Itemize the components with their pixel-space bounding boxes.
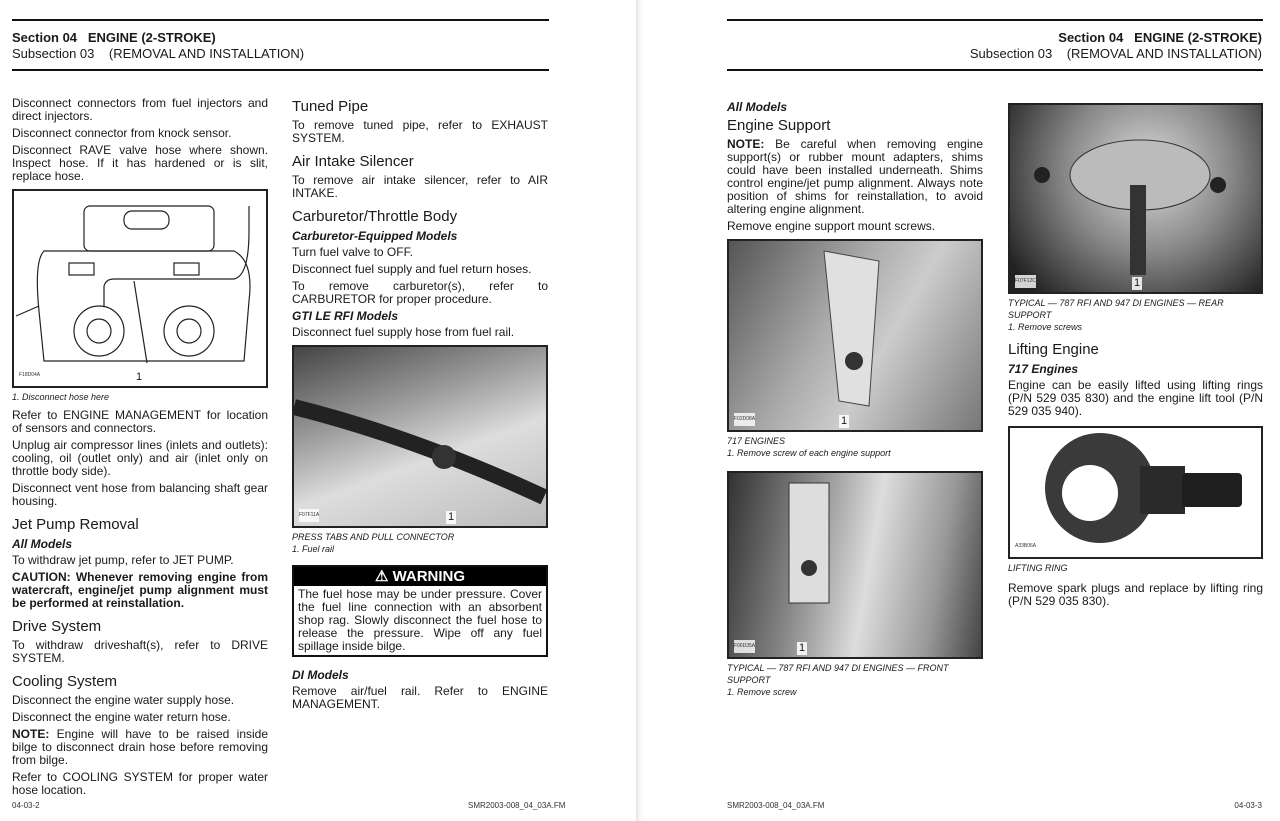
figure-legend: 1. Remove screw of each engine support (727, 448, 891, 458)
warning-triangle-icon: ⚠ (374, 568, 389, 585)
figure-lifting-ring-photo (1008, 426, 1263, 559)
paragraph: To withdraw jet pump, refer to JET PUMP. (12, 553, 234, 567)
paragraph: Disconnect vent hose from balancing shaft gear housing. (12, 481, 268, 508)
paragraph: To withdraw driveshaft(s), refer to DRIVE SYSTEM. (12, 638, 268, 665)
header-rule-bottom (12, 69, 549, 71)
page-gutter (636, 0, 645, 821)
warning-box (292, 565, 548, 657)
callout-number: 1 (841, 415, 848, 427)
figure-fuel-rail-photo (292, 345, 548, 528)
section-label: Section 04 (1058, 30, 1124, 45)
subsection-title: (REMOVAL AND INSTALLATION) (108, 46, 305, 61)
callout-number: 1 (448, 511, 455, 523)
header-rule-top (12, 19, 549, 21)
paragraph: Remove spark plugs and replace by lifting ring (P/N 529 035 830). (1008, 581, 1263, 608)
subsection-label: Subsection 03 (969, 46, 1053, 61)
figure-legend: 1. Remove screws (1008, 322, 1083, 332)
paragraph: Disconnect fuel supply and fuel return hoses. (292, 262, 532, 276)
subheading: Carburetor-Equipped Models (292, 229, 458, 243)
figure-legend: 1. Fuel rail (292, 544, 335, 554)
paragraph: Unplug air compressor lines (inlets and outlets): cooling, oil (outlet only) and air (inlet only on throttle body side). (12, 438, 268, 478)
figure-title: PRESS TABS AND PULL CONNECTOR (292, 532, 455, 542)
figure-code: F07F12C (1015, 275, 1036, 288)
paragraph: Disconnect fuel supply hose from fuel rail. (292, 325, 515, 339)
heading-carburetor: Carburetor/Throttle Body (292, 208, 458, 225)
note-text: Be careful when removing engine support(s) or rubber mount adapters, shims could have been installed underneath. Shims control engine/jet pump alignment. Always note position of shims for reinstallation, to avoid altering engine alignment. (727, 137, 983, 216)
callout-number: 1 (136, 371, 143, 383)
callout-number: 1 (799, 642, 806, 654)
note-text: Engine will have to be raised inside bilge to disconnect drain hose before removing from bilge. (12, 727, 268, 767)
caution (12, 571, 268, 610)
file-name: SMR2003-008_04_03A.FM (468, 801, 566, 810)
paragraph: Disconnect connectors from fuel injectors and direct injectors. (12, 96, 268, 123)
file-name: SMR2003-008_04_03A.FM (727, 801, 825, 810)
right-column-1 (727, 97, 983, 698)
engine-line-drawing (14, 191, 266, 386)
subheading: GTI LE RFI Models (292, 309, 399, 323)
heading-tuned-pipe: Tuned Pipe (292, 98, 369, 115)
caution-label: CAUTION: (12, 570, 71, 584)
right-column-2 (1008, 97, 1263, 612)
figure-rear-support-photo (1008, 103, 1263, 294)
section-title: ENGINE (2-STROKE) (87, 30, 216, 45)
heading-cooling-system: Cooling System (12, 673, 118, 690)
figure-legend: 1. Remove screw (727, 687, 797, 697)
figure-engine-support-photo (727, 239, 983, 432)
subheading: DI Models (292, 668, 349, 682)
heading-jet-pump-removal: Jet Pump Removal (12, 516, 139, 533)
paragraph: To remove air intake silencer, refer to AIR INTAKE. (292, 173, 548, 200)
note (727, 138, 983, 216)
note-label: NOTE: (12, 727, 50, 741)
left-column-2 (292, 90, 548, 715)
section-title: ENGINE (2-STROKE) (1134, 30, 1262, 45)
section-label: Section 04 (12, 30, 78, 45)
figure-engine-drawing (12, 189, 268, 388)
paragraph: To remove tuned pipe, refer to EXHAUST SYSTEM. (292, 118, 548, 145)
caution-text: Whenever removing engine from watercraft, engine/jet pump alignment must be performed at reinstallation. (12, 570, 268, 610)
callout-number: 1 (1134, 277, 1141, 289)
figure-code: A33B06A (1015, 540, 1036, 553)
paragraph: Disconnect the engine water return hose. (12, 710, 231, 724)
figure-code: F02D08A (734, 413, 755, 426)
rear-support-illustration (1010, 105, 1261, 292)
right-header (970, 30, 1262, 62)
paragraph: Disconnect the engine water supply hose. (12, 693, 235, 707)
note-label: NOTE: (727, 137, 765, 151)
figure-title: TYPICAL — 787 RFI AND 947 DI ENGINES — REAR SUPPORT (1008, 298, 1224, 320)
paragraph: Remove air/fuel rail. Refer to ENGINE MANAGEMENT. (292, 684, 548, 711)
paragraph: To remove carburetor(s), refer to CARBURETOR for proper procedure. (292, 279, 548, 306)
figure-front-support-photo (727, 471, 983, 659)
figure-title: LIFTING RING (1008, 563, 1068, 573)
subsection-title: (REMOVAL AND INSTALLATION) (1066, 46, 1262, 61)
header-rule-top (727, 19, 1263, 21)
figure-title: TYPICAL — 787 RFI AND 947 DI ENGINES — FRONT SUPPORT (727, 663, 949, 685)
left-column-1 (12, 97, 268, 801)
warning-title: WARNING (392, 568, 466, 585)
page-number: 04-03-3 (1234, 801, 1262, 810)
left-header (12, 30, 304, 62)
lifting-ring-illustration (1010, 428, 1261, 557)
paragraph: Turn fuel valve to OFF. (292, 245, 413, 259)
fuel-hose-illustration (294, 347, 546, 527)
front-support-illustration (729, 473, 981, 658)
engine-support-illustration (729, 241, 981, 431)
figure-code: F06D35A (734, 640, 755, 653)
figure-code: F07F11A (299, 509, 319, 522)
warning-text: The fuel hose may be under pressure. Cover the fuel line connection with an absorbent shop rag. Slowly disconnect the fuel hose to release the pressure. Wipe off any fuel spillage inside bilge. (298, 587, 542, 653)
note (12, 728, 268, 767)
paragraph: Refer to COOLING SYSTEM for proper water hose location. (12, 770, 268, 797)
warning-header (294, 567, 546, 586)
heading-air-intake-silencer: Air Intake Silencer (292, 153, 414, 170)
subheading: 717 Engines (1008, 362, 1079, 376)
subheading: All Models (12, 537, 73, 551)
paragraph: Engine can be easily lifted using lifting rings (P/N 529 035 830) and the engine lift tool (P/N 529 035 940). (1008, 378, 1263, 418)
paragraph: Remove engine support mount screws. (727, 219, 936, 233)
paragraph: Refer to ENGINE MANAGEMENT for location of sensors and connectors. (12, 408, 268, 435)
subsection-label: Subsection 03 (12, 46, 95, 61)
paragraph: Disconnect connector from knock sensor. (12, 126, 232, 140)
paragraph: Disconnect RAVE valve hose where shown. Inspect hose. If it has hardened or is slit, replace hose. (12, 143, 268, 183)
header-rule-bottom (727, 69, 1263, 71)
page-number: 04-03-2 (12, 801, 40, 810)
heading-engine-support: Engine Support (727, 117, 831, 134)
heading-lifting-engine: Lifting Engine (1008, 341, 1099, 358)
figure-title: 717 ENGINES (727, 436, 786, 446)
heading-drive-system: Drive System (12, 618, 102, 635)
subheading: All Models (727, 100, 788, 114)
figure-code: F18D04A (19, 369, 40, 382)
figure-legend: 1. Disconnect hose here (12, 392, 110, 402)
